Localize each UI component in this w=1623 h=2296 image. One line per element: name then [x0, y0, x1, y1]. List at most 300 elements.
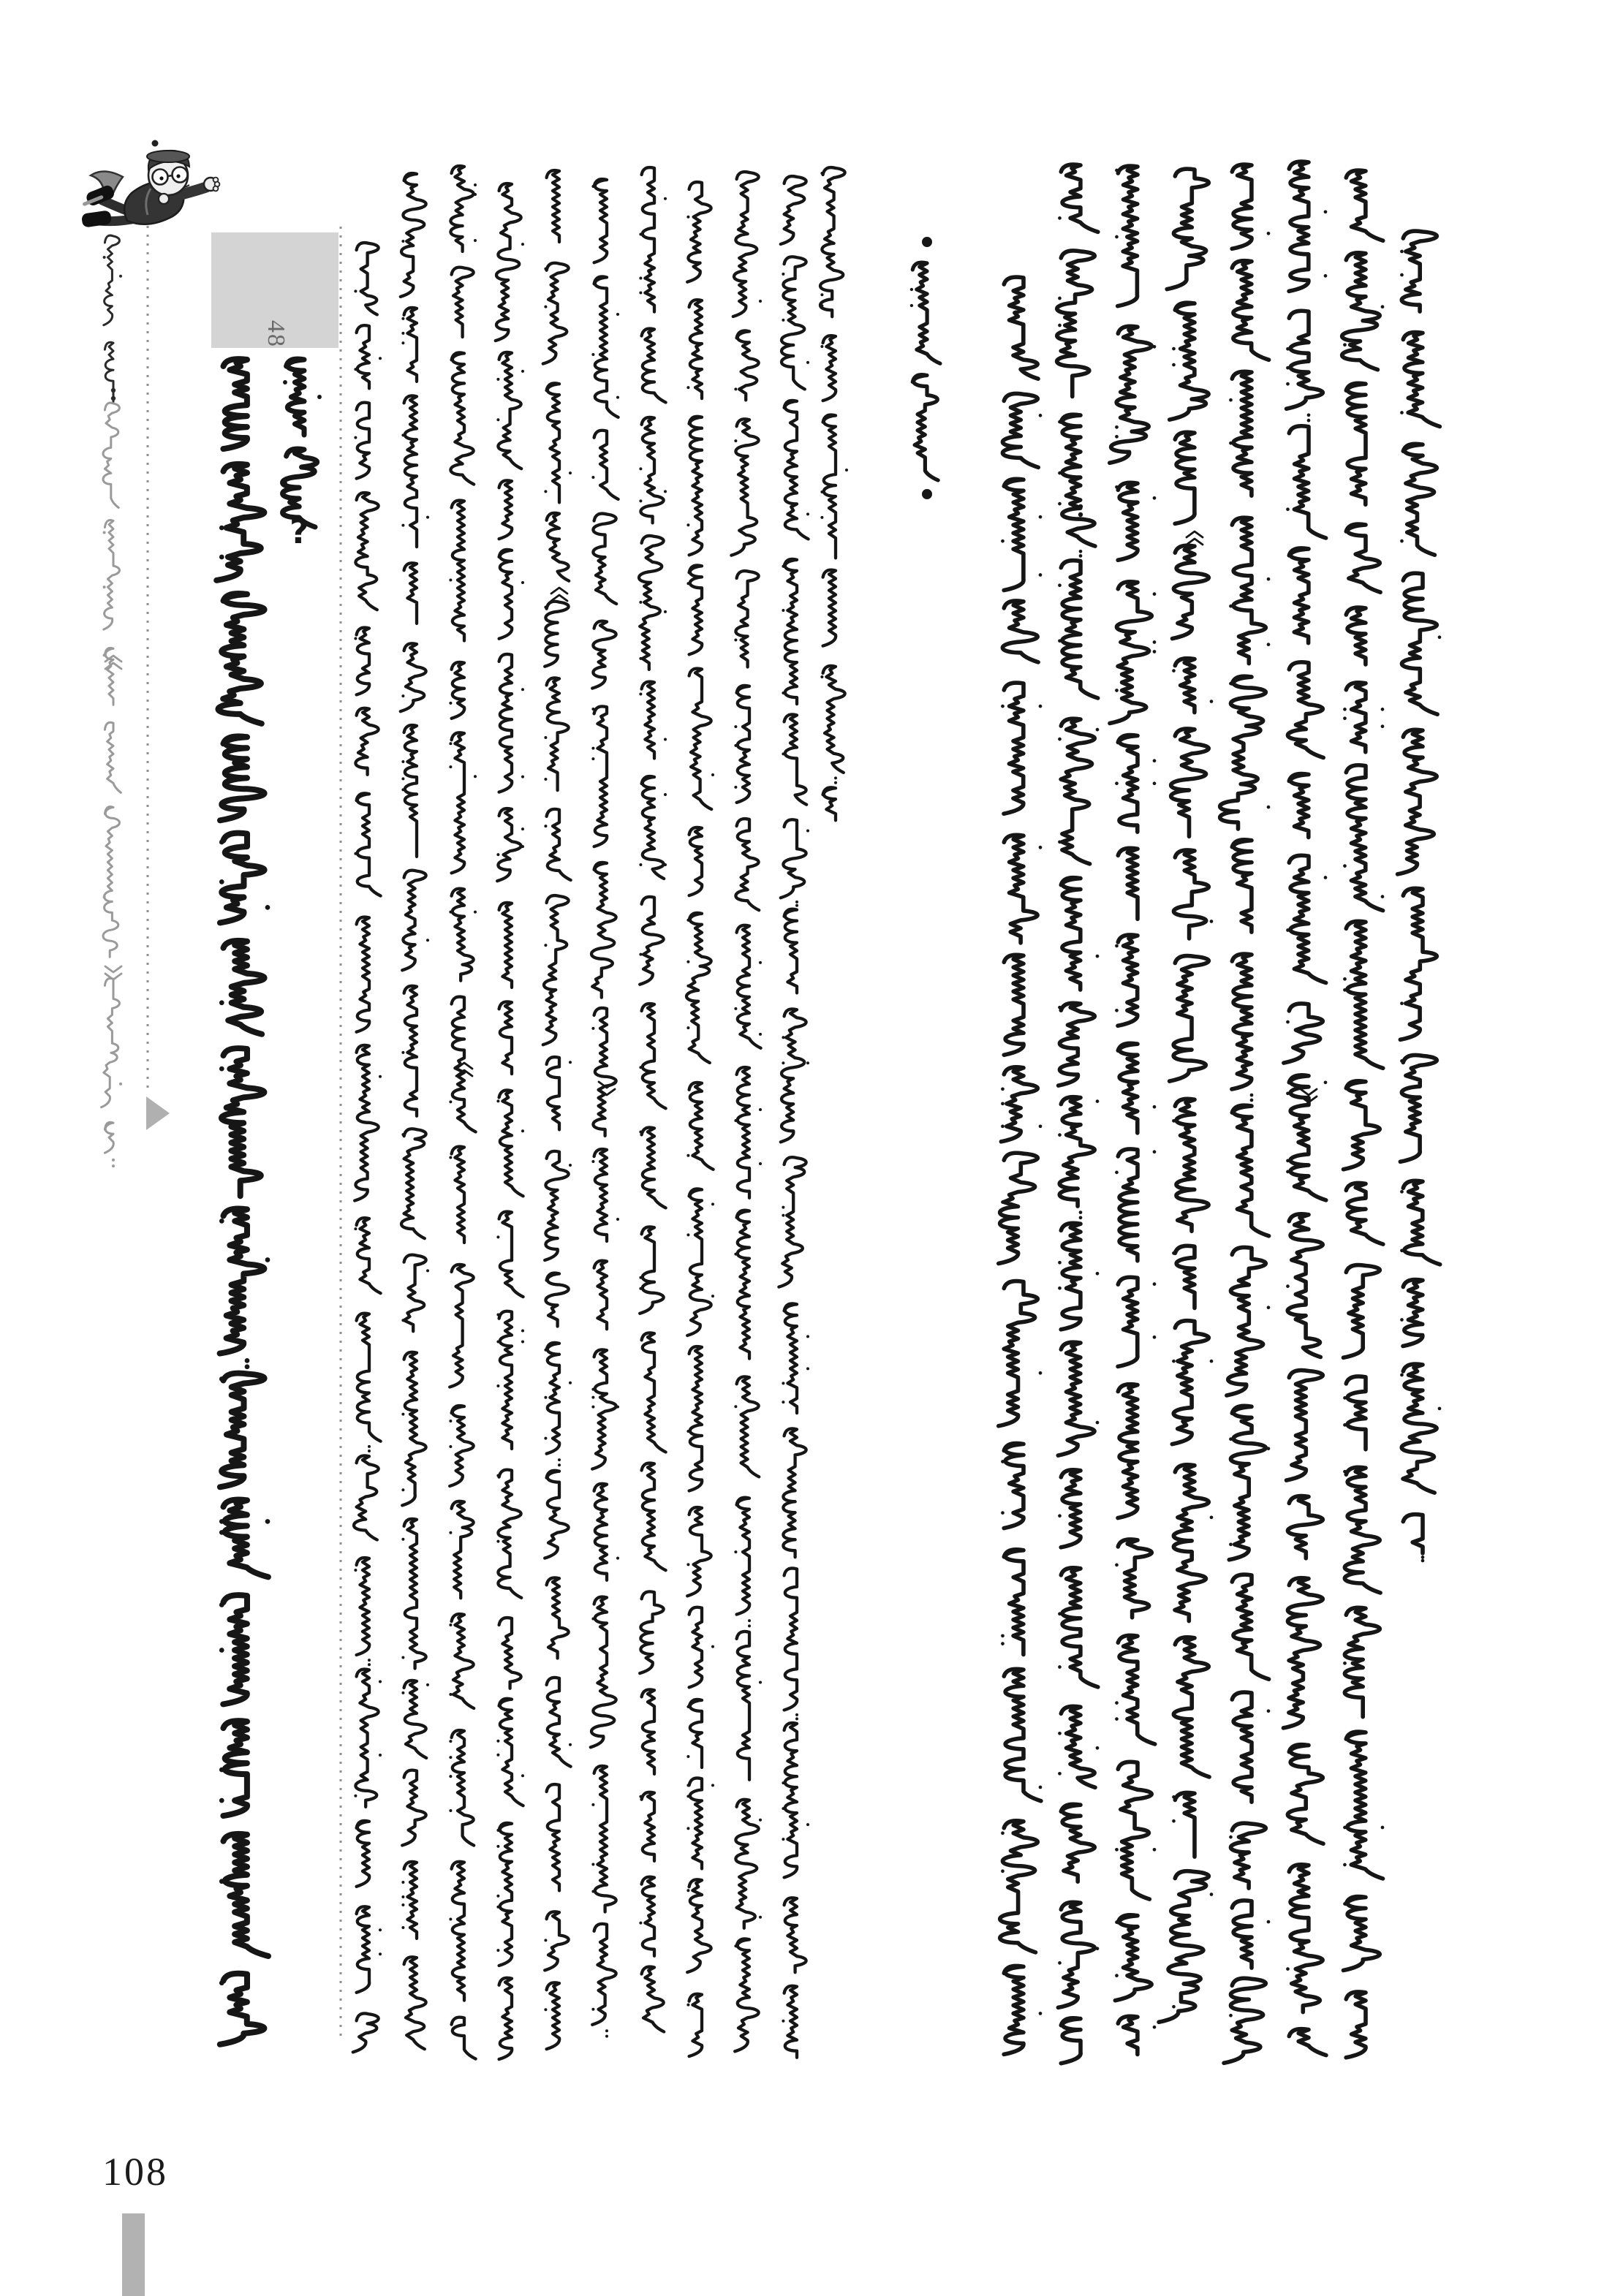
script-dot — [317, 395, 322, 399]
script-dot — [616, 396, 619, 399]
script-dot — [1058, 1732, 1062, 1735]
script-dot — [1229, 1542, 1233, 1546]
script-dot — [1058, 297, 1062, 300]
script-dot — [449, 1775, 452, 1778]
script-dot — [496, 1906, 499, 1909]
script-dot — [379, 357, 382, 360]
script-dot — [401, 760, 404, 763]
script-dot — [1096, 1947, 1100, 1950]
script-dot — [1058, 216, 1062, 220]
script-dot — [449, 578, 452, 581]
script-dot — [1001, 1831, 1005, 1835]
script-dot — [1115, 944, 1119, 948]
script-dot — [1058, 1772, 1062, 1776]
script-dot — [401, 1691, 404, 1694]
script-dot — [591, 1027, 594, 1030]
script-dot — [686, 1755, 689, 1758]
script-dot — [1058, 1287, 1062, 1290]
script-dot — [245, 1364, 250, 1369]
script-dot — [401, 524, 404, 527]
script-dot — [591, 1890, 594, 1893]
script-dot — [103, 653, 106, 656]
script-dot — [759, 1033, 762, 1036]
script-dot — [734, 786, 737, 789]
script-dot — [1324, 1080, 1328, 1084]
script-dot — [449, 1445, 452, 1448]
script-dot — [265, 905, 270, 910]
script-dot — [496, 1235, 499, 1238]
script-dot — [354, 1569, 357, 1572]
script-dot — [449, 911, 452, 914]
script-dot — [1343, 708, 1347, 711]
script-dot — [686, 1784, 689, 1787]
script-dot — [1286, 928, 1290, 932]
script-dot — [795, 901, 798, 903]
script-dot — [1172, 1119, 1176, 1123]
script-dot — [521, 1774, 524, 1777]
script-dot — [1381, 708, 1385, 711]
script-dot — [1210, 1893, 1214, 1896]
script-dot — [1153, 345, 1157, 349]
script-dot — [112, 1164, 115, 1167]
script-dot — [1400, 411, 1404, 414]
script-dot — [686, 1154, 689, 1157]
script-dot — [910, 304, 913, 307]
script-dot — [401, 240, 404, 243]
script-dot — [219, 1768, 224, 1773]
script-dot — [1001, 705, 1005, 708]
script-dot — [759, 1916, 762, 1919]
body-script-column-left — [731, 172, 760, 2051]
script-dot — [686, 985, 689, 988]
script-dot — [426, 939, 429, 941]
script-dot — [474, 775, 477, 778]
script-dot — [1096, 728, 1100, 732]
script-dot — [639, 1287, 642, 1290]
script-dot — [354, 1795, 357, 1797]
script-dot — [1001, 1124, 1005, 1128]
script-dot — [449, 702, 452, 705]
quote-open-mark — [1187, 531, 1203, 545]
script-dot — [544, 306, 547, 308]
script-dot — [1078, 504, 1083, 509]
script-dot — [686, 386, 689, 389]
script-dot — [474, 193, 477, 196]
script-dot — [922, 489, 932, 499]
script-dot — [1267, 1709, 1271, 1713]
quote-open-mark — [551, 588, 567, 601]
script-dot — [1039, 846, 1043, 849]
script-dot — [1286, 1529, 1290, 1533]
body-script-column-left — [779, 176, 808, 2058]
body-script-column-left — [639, 167, 666, 2031]
script-dot — [910, 288, 913, 291]
script-dot — [1115, 435, 1119, 439]
mascot-hand — [204, 178, 219, 192]
script-dot — [734, 1007, 737, 1010]
script-dot — [806, 1367, 809, 1370]
script-dot — [1324, 210, 1328, 213]
script-dot — [354, 368, 357, 371]
script-dot — [1172, 363, 1176, 367]
script-dot — [1001, 1087, 1005, 1091]
script-dot — [496, 418, 499, 421]
script-dot — [1324, 876, 1328, 879]
script-dot — [686, 1827, 689, 1830]
script-dot — [686, 919, 689, 922]
script-dot — [1324, 274, 1328, 278]
script-dot — [1115, 1717, 1119, 1721]
script-dot — [283, 481, 287, 485]
script-dot — [426, 1683, 429, 1686]
script-dot — [496, 1845, 499, 1848]
script-dot — [711, 1645, 714, 1648]
script-dot — [734, 439, 737, 442]
script-dot — [1001, 1460, 1005, 1463]
script-dot — [1115, 485, 1119, 489]
body-script-column-right — [1284, 162, 1326, 2056]
script-dot — [103, 895, 106, 898]
script-dot — [1400, 1001, 1404, 1005]
script-dot — [1096, 1272, 1100, 1276]
script-dot — [1267, 643, 1271, 646]
script-dot — [759, 1819, 762, 1822]
script-dot — [820, 304, 823, 307]
script-dot — [1381, 1826, 1385, 1830]
script-dot — [496, 853, 499, 856]
script-dot — [219, 1648, 224, 1653]
body-script-column-left — [496, 183, 523, 2059]
script-dot — [1229, 1437, 1233, 1441]
script-dot — [806, 1061, 809, 1064]
script-dot — [521, 776, 524, 778]
script-dot — [1172, 1360, 1176, 1363]
title-question-script — [216, 359, 268, 2045]
script-dot — [734, 725, 737, 728]
script-dot — [1400, 1059, 1404, 1063]
script-dot — [782, 2020, 784, 2023]
script-dot — [544, 2008, 547, 2011]
script-dot — [806, 361, 809, 364]
script-dot — [544, 736, 547, 739]
script-dot — [591, 1160, 594, 1163]
script-dot — [401, 1895, 404, 1898]
script-dot — [734, 1119, 737, 1122]
script-dot — [1267, 577, 1271, 581]
script-dot — [782, 1401, 784, 1403]
script-dot — [496, 1099, 499, 1102]
script-dot — [496, 1754, 499, 1757]
script-dot — [1039, 515, 1043, 519]
script-dot — [616, 1406, 619, 1409]
script-dot — [664, 197, 667, 200]
script-dot — [1229, 1835, 1233, 1839]
script-dot — [449, 765, 452, 768]
script-dot — [1172, 1795, 1176, 1799]
script-dot — [1153, 496, 1157, 500]
script-dot — [1115, 1848, 1119, 1852]
script-dot — [354, 852, 357, 855]
script-dot — [664, 863, 667, 866]
script-dot — [521, 370, 524, 373]
script-dot — [591, 476, 594, 479]
script-dot — [1079, 550, 1083, 553]
script-dot — [711, 1784, 714, 1787]
script-dot — [591, 1388, 594, 1391]
script-dot — [569, 1164, 572, 1167]
sidebar-arrow-icon — [146, 1096, 170, 1130]
script-dot — [544, 490, 547, 493]
script-dot — [806, 512, 809, 515]
script-dot — [1153, 1335, 1157, 1339]
script-dot — [820, 516, 823, 519]
script-dot — [834, 781, 837, 784]
script-dot — [664, 738, 667, 740]
script-dot — [449, 1420, 452, 1422]
script-dot — [1286, 1020, 1290, 1024]
script-dot — [734, 1405, 737, 1408]
lesson-number: 48 — [262, 320, 290, 348]
script-dot — [1343, 988, 1347, 992]
script-dot — [734, 638, 737, 641]
script-dot — [219, 1000, 224, 1005]
script-dot — [1307, 413, 1311, 417]
script-dot — [1058, 1612, 1062, 1615]
script-dot — [1001, 1634, 1005, 1637]
title-question-script — [283, 359, 317, 527]
script-dot — [639, 601, 642, 604]
script-dot — [219, 1602, 224, 1607]
script-dot — [401, 1881, 404, 1884]
script-dot — [569, 1382, 572, 1384]
script-dot — [1229, 2014, 1233, 2017]
script-dot — [544, 268, 547, 270]
script-dot — [782, 1838, 784, 1841]
script-dot — [521, 1129, 524, 1132]
script-dot — [496, 1740, 499, 1743]
body-script-column-right — [1057, 164, 1098, 2064]
script-dot — [782, 565, 784, 568]
script-dot — [782, 1382, 784, 1384]
script-dot — [1421, 1559, 1425, 1563]
script-dot — [1381, 724, 1385, 728]
script-dot — [1096, 1099, 1100, 1103]
script-dot — [1267, 1447, 1271, 1450]
script-dot — [1438, 635, 1442, 639]
script-dot — [219, 1519, 224, 1524]
script-dot — [1210, 1360, 1214, 1363]
script-dot — [1286, 1159, 1290, 1163]
script-dot — [544, 1939, 547, 1941]
script-dot — [1058, 1006, 1062, 1009]
script-dot — [639, 1637, 642, 1640]
script-dot — [1115, 1564, 1119, 1567]
script-dot — [496, 1384, 499, 1387]
script-dot — [544, 606, 547, 609]
script-dot — [1115, 1974, 1119, 1977]
script-dot — [426, 1269, 429, 1272]
script-dot — [1343, 716, 1347, 720]
script-dot — [1058, 1069, 1062, 1072]
script-dot — [1153, 650, 1157, 653]
script-dot — [119, 1083, 122, 1086]
section-heading-script — [912, 262, 940, 480]
script-dot — [449, 1624, 452, 1626]
script-dot — [759, 300, 762, 303]
script-dot — [1096, 1746, 1100, 1750]
script-dot — [1115, 1920, 1119, 1924]
script-dot — [605, 2029, 608, 2032]
script-dot — [449, 1740, 452, 1743]
script-dot — [219, 1879, 224, 1884]
script-dot — [616, 1557, 619, 1560]
script-dot — [401, 1488, 404, 1491]
script-dot — [686, 582, 689, 585]
script-dot — [795, 904, 798, 907]
script-dot — [426, 516, 429, 519]
script-dot — [1286, 507, 1290, 511]
script-dot — [1153, 759, 1157, 762]
script-dot — [759, 1162, 762, 1165]
script-dot — [806, 1823, 809, 1826]
mascot-cap-button-icon — [152, 140, 159, 147]
script-dot — [544, 1349, 547, 1352]
script-dot — [795, 1713, 798, 1716]
script-dot — [591, 708, 594, 711]
script-dot — [1001, 1200, 1005, 1204]
script-dot — [496, 378, 499, 381]
script-dot — [521, 845, 524, 848]
script-dot — [782, 692, 784, 694]
script-dot — [449, 742, 452, 745]
script-dot — [496, 1895, 499, 1898]
script-dot — [616, 1218, 619, 1221]
script-dot — [686, 1430, 689, 1433]
script-dot — [1400, 250, 1404, 254]
script-dot — [1438, 1407, 1442, 1411]
body-script-column-right — [1398, 231, 1440, 1553]
script-dot — [782, 1206, 784, 1209]
script-dot — [401, 1656, 404, 1659]
script-dot — [496, 1340, 499, 1343]
script-dot — [219, 1530, 224, 1535]
script-dot — [1039, 1786, 1043, 1789]
mascot-chin-hand — [159, 194, 169, 204]
quote-close-mark — [105, 966, 121, 980]
script-dot — [1039, 1124, 1043, 1128]
script-dot — [1343, 1423, 1347, 1427]
script-dot — [1115, 1701, 1119, 1705]
script-dot — [1058, 583, 1062, 587]
script-dot — [1172, 669, 1176, 672]
script-dot — [449, 1693, 452, 1696]
script-dot — [368, 1450, 371, 1452]
script-dot — [401, 1903, 404, 1906]
script-dot — [1421, 1556, 1425, 1559]
script-dot — [111, 388, 116, 393]
script-dot — [496, 1540, 499, 1543]
script-dot — [664, 793, 667, 796]
script-dot — [1153, 1150, 1157, 1153]
script-dot — [591, 757, 594, 760]
script-dot — [1153, 592, 1157, 596]
script-dot — [782, 319, 784, 322]
title-question-mark: ? — [290, 512, 309, 551]
script-dot — [1039, 1371, 1043, 1375]
script-dot — [219, 840, 224, 845]
script-dot — [474, 239, 477, 242]
script-dot — [759, 1681, 762, 1684]
script-dot — [1172, 2005, 1176, 2009]
script-dot — [686, 1233, 689, 1236]
script-dot — [1172, 1819, 1176, 1823]
script-dot — [1343, 343, 1347, 346]
script-dot — [711, 1202, 714, 1205]
script-dot — [112, 1159, 115, 1162]
script-dot — [219, 803, 224, 808]
script-dot — [544, 825, 547, 827]
script-dot — [219, 526, 224, 531]
script-dot — [1115, 235, 1119, 239]
script-dot — [806, 1335, 809, 1338]
script-dot — [474, 911, 477, 914]
script-dot — [1058, 502, 1062, 506]
script-dot — [1115, 689, 1119, 692]
body-script-column-left — [543, 170, 571, 2049]
script-dot — [806, 830, 809, 833]
script-dot — [639, 1795, 642, 1798]
script-dot — [734, 1253, 737, 1256]
script-dot — [734, 744, 737, 747]
script-dot — [639, 277, 642, 280]
body-script-column-right — [1110, 166, 1155, 2054]
script-dot — [782, 609, 784, 612]
script-dot — [265, 1257, 270, 1262]
script-dot — [219, 1376, 224, 1382]
script-dot — [711, 773, 714, 776]
script-dot — [368, 1445, 371, 1448]
script-dot — [686, 1705, 689, 1708]
script-dot — [1058, 420, 1062, 424]
script-dot — [1267, 1306, 1271, 1309]
script-dot — [1210, 1515, 1214, 1519]
script-dot — [759, 1108, 762, 1111]
script-dot — [639, 292, 642, 295]
script-dot — [1115, 1009, 1119, 1012]
script-dot — [368, 1663, 371, 1666]
script-dot — [1001, 1642, 1005, 1645]
script-dot — [639, 692, 642, 695]
script-dot — [782, 273, 784, 276]
script-dot — [664, 610, 667, 613]
script-dot — [1096, 955, 1100, 958]
script-dot — [569, 471, 572, 474]
script-dot — [1001, 1102, 1005, 1105]
script-dot — [521, 827, 524, 830]
script-dot — [1058, 840, 1062, 844]
script-dot — [1286, 1170, 1290, 1174]
script-dot — [1153, 1848, 1157, 1852]
script-dot — [1079, 554, 1083, 558]
script-dot — [1172, 1251, 1176, 1255]
script-dot — [1267, 1920, 1271, 1924]
script-dot — [219, 1116, 224, 1121]
script-dot — [1343, 1826, 1347, 1830]
script-dot — [591, 185, 594, 188]
script-dot — [820, 172, 823, 175]
script-dot — [591, 1863, 594, 1866]
script-dot — [820, 490, 823, 493]
